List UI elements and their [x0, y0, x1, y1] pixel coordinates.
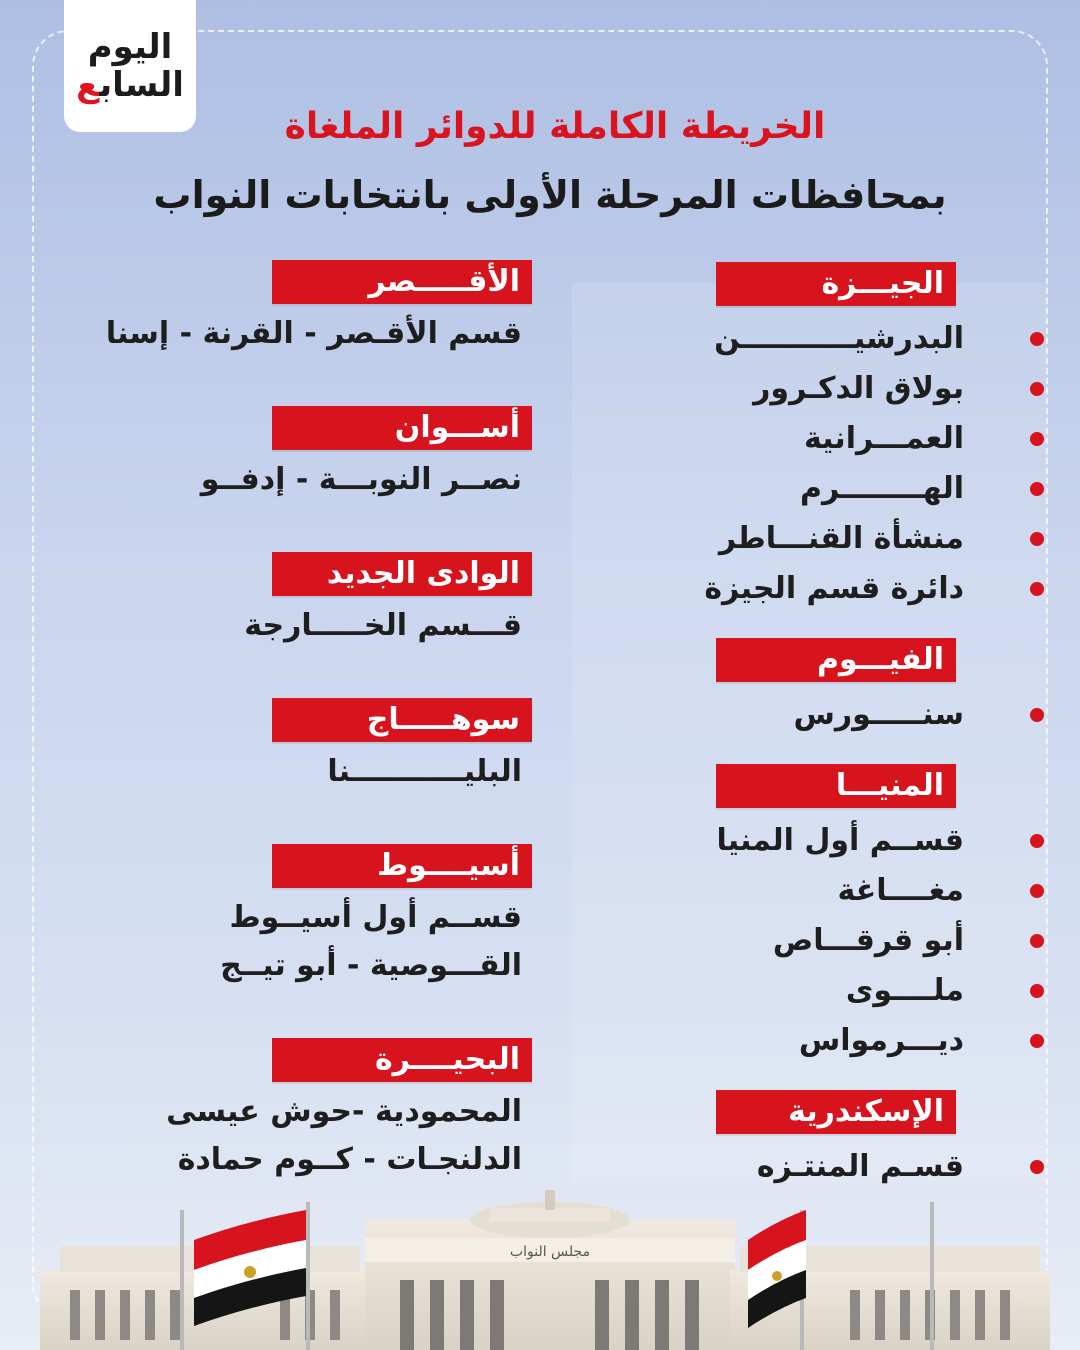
list-item: قسم الأقـصر - القرنة - إسنا: [105, 316, 522, 351]
section-luxor: [92, 260, 532, 358]
title-line2: بمحافظات المرحلة الأولى بانتخابات النواب: [153, 173, 947, 217]
bullet-icon: [1030, 884, 1044, 898]
list-item: [656, 916, 964, 966]
section-giza: [656, 262, 964, 614]
list-item: [656, 364, 964, 414]
section-fayoum: [656, 638, 964, 740]
district-name: قســم أول المنيا: [716, 823, 964, 858]
list-item: [656, 1016, 964, 1066]
bullet-icon: [1030, 382, 1044, 396]
section-new-valley: [92, 552, 532, 650]
governorate-badge: الإسكندرية: [716, 1090, 956, 1134]
list-item: [656, 690, 964, 740]
district-name: سنـــــورس: [793, 697, 964, 732]
section-minya: [656, 764, 964, 1066]
governorate-badge: الوادى الجديد: [272, 552, 532, 596]
bullet-icon: [1030, 432, 1044, 446]
list-item: القـــوصية - أبو تيــج: [220, 948, 522, 983]
bullet-icon: [1030, 1160, 1044, 1174]
list-item: نصــر النوبـــة - إدفــو: [200, 462, 522, 497]
governorate-badge: أسيــــوط: [272, 844, 532, 888]
district-name: أبو قرقـــاص: [772, 923, 964, 958]
logo-line1: اليوم: [87, 27, 173, 67]
bullet-icon: [1030, 582, 1044, 596]
list-item: [656, 966, 964, 1016]
left-column: [92, 260, 532, 1184]
governorate-badge: الأقـــــصر: [272, 260, 532, 304]
building-sign: مجلس النواب: [509, 1244, 591, 1260]
section-sohag: [92, 698, 532, 796]
district-name: بولاق الدكـرور: [753, 371, 964, 406]
district-name: ملــــوى: [845, 973, 964, 1008]
district-name: مغــــاغة: [837, 873, 964, 908]
bullet-icon: [1030, 984, 1044, 998]
list-item: قســم أول أسيــوط: [229, 900, 522, 935]
governorate-badge: المنيـــا: [716, 764, 956, 808]
bullet-icon: [1030, 1034, 1044, 1048]
right-column: [656, 262, 964, 1192]
bullet-icon: [1030, 834, 1044, 848]
section-beheira: [92, 1038, 532, 1184]
list-item: المحمودية -حوش عيسى: [166, 1094, 522, 1129]
district-name: دائرة قسم الجيزة: [704, 571, 964, 606]
district-name: قسـم المنتـزه: [756, 1149, 964, 1184]
bullet-icon: [1030, 934, 1044, 948]
governorate-badge: الجيـــزة: [716, 262, 956, 306]
list-item: الدلنجـات - كــوم حمادة: [177, 1142, 522, 1177]
governorate-badge: أســـوان: [272, 406, 532, 450]
district-name: العمـــرانية: [803, 421, 964, 456]
governorate-badge: البحيــــرة: [272, 1038, 532, 1082]
logo-line2-accent: ع: [76, 65, 100, 105]
list-item: [656, 414, 964, 464]
title-line1: الخريطة الكاملة للدوائر الملغاة: [284, 106, 826, 147]
list-item: [656, 514, 964, 564]
section-aswan: [92, 406, 532, 504]
district-name: ديـــرمواس: [798, 1023, 964, 1058]
governorate-badge: سوهـــــاج: [272, 698, 532, 742]
list-item: البليـــــــــــنا: [327, 754, 522, 789]
list-item: [656, 464, 964, 514]
list-item: قـــسم الخـــــارجة: [244, 608, 522, 643]
list-item: [656, 314, 964, 364]
bullet-icon: [1030, 482, 1044, 496]
bullet-icon: [1030, 708, 1044, 722]
logo-line2-main: الساب: [99, 65, 184, 105]
district-name: البدرشيـــــــــــن: [714, 321, 964, 356]
district-name: الهــــــــرم: [799, 471, 964, 506]
section-alexandria: [656, 1090, 964, 1192]
governorate-badge: الفيـــوم: [716, 638, 956, 682]
district-name: منشأة القنـــاطر: [718, 521, 964, 556]
list-item: [656, 816, 964, 866]
list-item: [656, 564, 964, 614]
section-assiut: [92, 844, 532, 990]
bullet-icon: [1030, 332, 1044, 346]
list-item: [656, 866, 964, 916]
bullet-icon: [1030, 532, 1044, 546]
parliament-building: [0, 1180, 1080, 1350]
